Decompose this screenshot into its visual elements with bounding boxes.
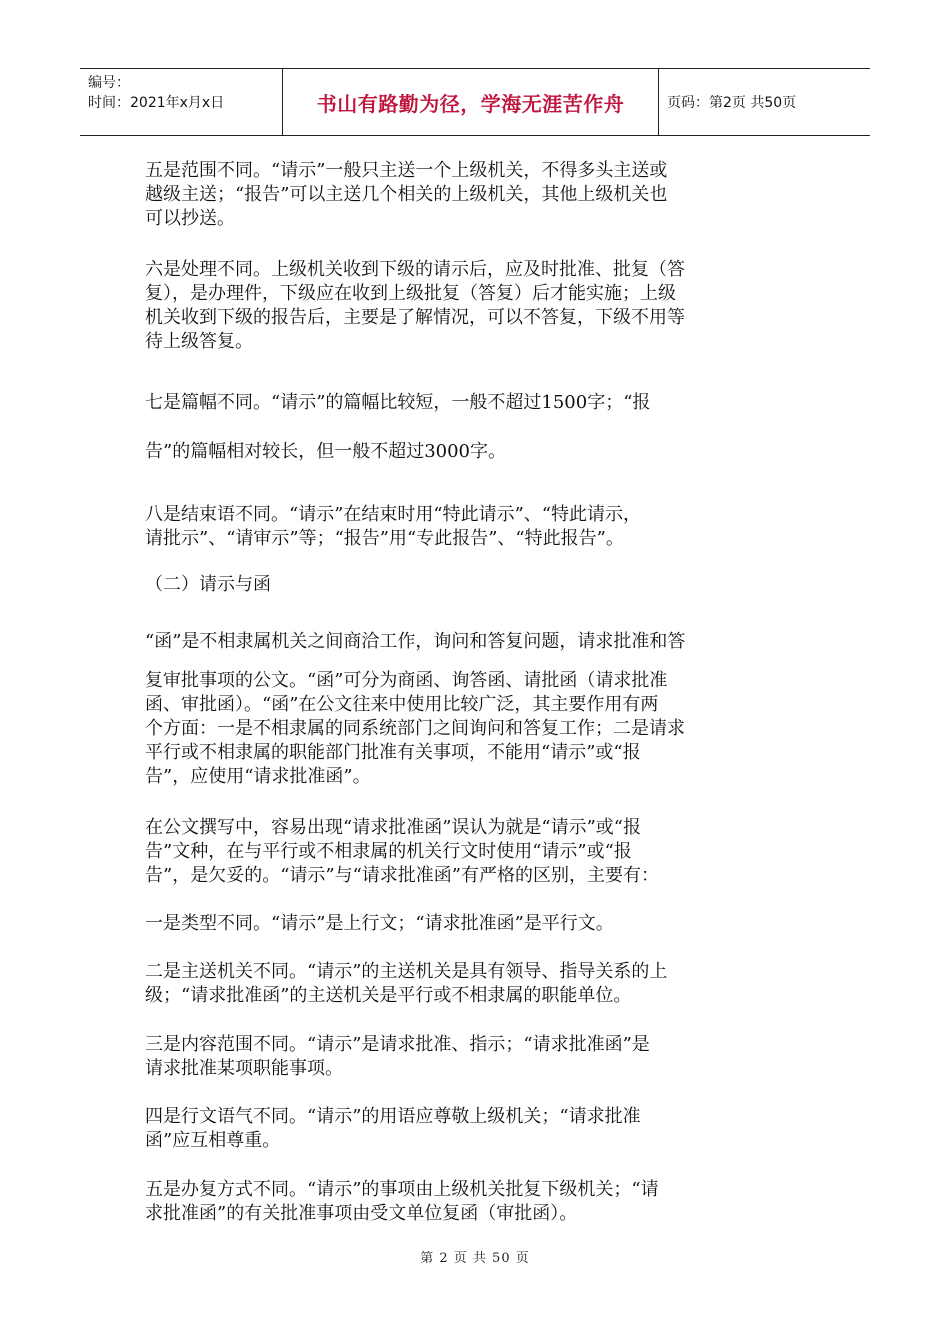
text-line: 五是范围不同。“请示”一般只主送一个上级机关，不得多头主送或 (145, 160, 668, 181)
text-line: 告”，是欠妥的。“请示”与“请求批准函”有严格的区别，主要有： (145, 865, 660, 886)
text-line: 七是篇幅不同。“请示”的篇幅比较短，一般不超过1500字；“报 (145, 392, 651, 413)
paragraph (145, 1105, 813, 1153)
text-line: 求批准函”的有关批准事项由受文单位复函（审批函）。 (145, 1203, 578, 1224)
page-footer: 第 2 页 共 50 页 (420, 1251, 530, 1266)
text-line: 可以抄送。 (145, 208, 235, 229)
text-line: 待上级答复。 (145, 331, 253, 352)
text-line: 请批示”、“请审示”等；“报告”用“专此报告”、“特此报告”。 (145, 528, 624, 549)
text-line: 告”的篇幅相对较长，但一般不超过3000字。 (145, 441, 507, 462)
text-line: “函”是不相隶属机关之间商洽工作，询问和答复问题，请求批准和答 (145, 631, 686, 652)
text-line: 复），是办理件，下级应在收到上级批复（答复）后才能实施；上级 (145, 283, 676, 304)
header-number: 编号： (88, 75, 130, 91)
text-line: 六是处理不同。上级机关收到下级的请示后，应及时批准、批复（答 (145, 259, 685, 280)
text-line: 五是办复方式不同。“请示”的事项由上级机关批复下级机关；“请 (145, 1179, 659, 1200)
paragraph (145, 391, 813, 415)
text-line: 机关收到下级的报告后，主要是了解情况，可以不答复，下级不用等 (145, 307, 685, 328)
paragraph (145, 912, 813, 936)
paragraph (145, 503, 813, 551)
text-line: 在公文撰写中，容易出现“请求批准函”误认为就是“请示”或“报 (145, 817, 642, 838)
text-line: 函、审批函）。“函”在公文往来中使用比较广泛，其主要作用有两 (145, 694, 659, 715)
text-line: 八是结束语不同。“请示”在结束时用“特此请示”、“特此请示， (145, 504, 642, 525)
paragraph (145, 159, 813, 231)
text-line: 级；“请求批准函”的主送机关是平行或不相隶属的职能单位。 (145, 985, 632, 1006)
paragraph (145, 440, 813, 464)
paragraph (145, 1178, 813, 1226)
text-line: 越级主送；“报告”可以主送几个相关的上级机关，其他上级机关也 (145, 184, 668, 205)
text-line: 二是主送机关不同。“请示”的主送机关是具有领导、指导关系的上 (145, 961, 668, 982)
text-line: 三是内容范围不同。“请示”是请求批准、指示；“请求批准函”是 (145, 1034, 650, 1055)
paragraph (145, 630, 813, 654)
paragraph (145, 1033, 813, 1081)
text-line: 四是行文语气不同。“请示”的用语应尊敬上级机关；“请求批准 (145, 1106, 641, 1127)
paragraph (145, 258, 813, 354)
header-page-info-cell (659, 69, 870, 135)
text-line: 函”应互相尊重。 (145, 1130, 281, 1151)
header-motto-cell (283, 69, 659, 135)
header-meta (80, 69, 283, 135)
header-page-info: 页码：第2页 共50页 (667, 95, 797, 111)
text-line: 复审批事项的公文。“函”可分为商函、询答函、请批函（请求批准 (145, 670, 668, 691)
paragraph (145, 816, 813, 888)
section-heading (145, 573, 813, 597)
text-line: 平行或不相隶属的职能部门批准有关事项，不能用“请示”或“报 (145, 742, 641, 763)
text-line: 个方面：一是不相隶属的同系统部门之间询问和答复工作；二是请求 (145, 718, 685, 739)
text-line: （二）请示与函 (145, 574, 271, 595)
paragraph (145, 960, 813, 1008)
text-line: 一是类型不同。“请示”是上行文；“请求批准函”是平行文。 (145, 913, 614, 934)
header-time: 时间：2021年x月x日 (88, 95, 225, 111)
header-motto: 书山有路勤为径，学海无涯苦作舟 (316, 91, 625, 116)
text-line: 告”文种，在与平行或不相隶属的机关行文时使用“请示”或“报 (145, 841, 632, 862)
text-line: 请求批准某项职能事项。 (145, 1058, 343, 1079)
page-header (80, 68, 870, 136)
paragraph (145, 669, 813, 789)
text-line: 告”，应使用“请求批准函”。 (145, 766, 371, 787)
